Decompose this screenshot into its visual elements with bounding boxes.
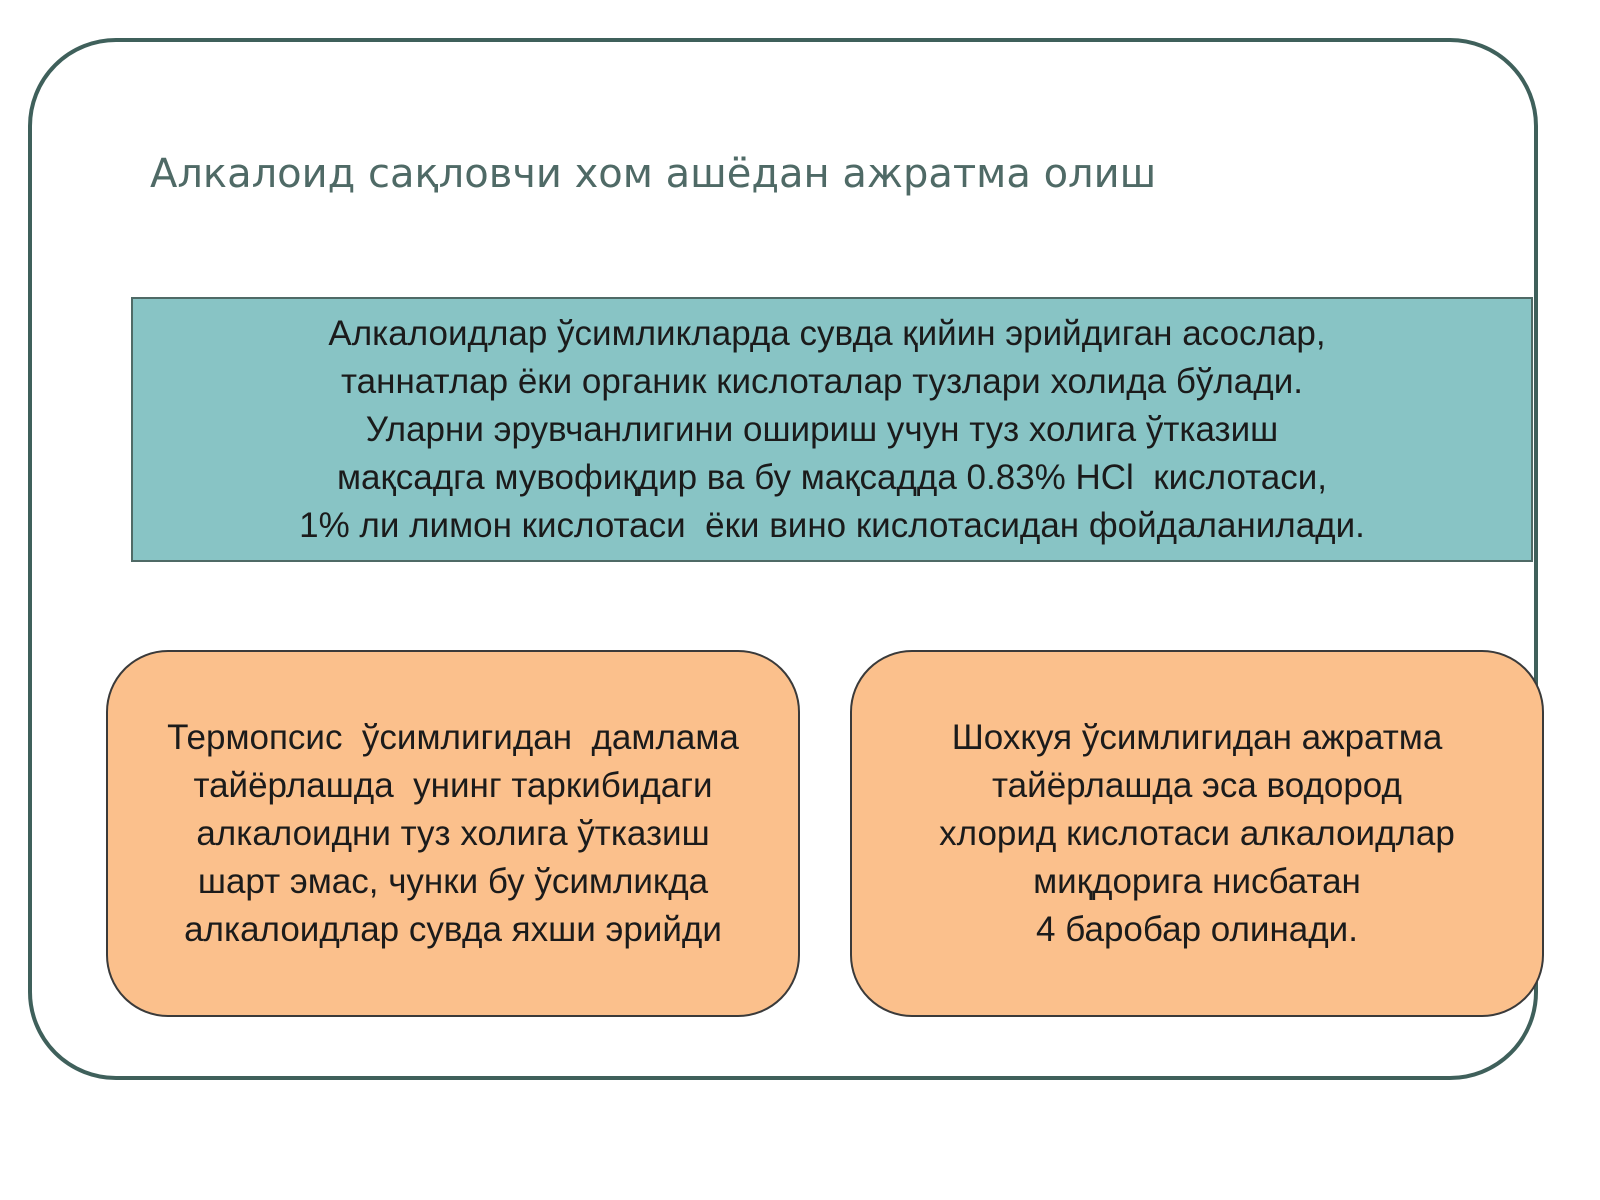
ephedra-line: хлорид кислотаси алкалоидлар: [939, 813, 1455, 853]
intro-line: мақсадга мувофиқдир ва бу мақсадда 0.83% HCl кислотаси,: [336, 457, 1328, 497]
thermopsis-line: шарт эмас, чунки бу ўсимликда: [197, 861, 709, 901]
intro-line: таннатлар ёки органик кислоталар тузлари холида бўлади.: [341, 361, 1303, 401]
ephedra-line: 4 баробар олинади.: [1036, 909, 1358, 949]
thermopsis-line: тайёрлашда унинг таркибидаги: [193, 765, 713, 805]
ephedra-line: Шохкуя ўсимлигидан ажратма: [951, 717, 1443, 757]
slide-title: Алкалоид сақловчи хом ашёдан ажратма олиш: [150, 151, 1157, 197]
ephedra-line: миқдорига нисбатан: [1033, 861, 1361, 901]
intro-line: Алкалоидлар ўсимликларда сувда қийин эрийдиган асослар,: [328, 313, 1326, 353]
ephedra-line: тайёрлашда эса водород: [992, 765, 1402, 805]
thermopsis-line: алкалоидлар сувда яхши эрийди: [184, 909, 722, 949]
thermopsis-line: алкалоидни туз холига ўтказиш: [196, 813, 710, 853]
intro-line: 1% ли лимон кислотаси ёки вино кислотасидан фойдаланилади.: [299, 505, 1365, 545]
thermopsis-textbox: [106, 650, 800, 1017]
intro-textbox: [131, 297, 1533, 562]
thermopsis-line: Термопсис ўсимлигидан дамлама: [167, 717, 739, 757]
ephedra-textbox: [850, 650, 1544, 1017]
intro-line: Уларни эрувчанлигини ошириш учун туз холига ўтказиш: [365, 409, 1279, 449]
